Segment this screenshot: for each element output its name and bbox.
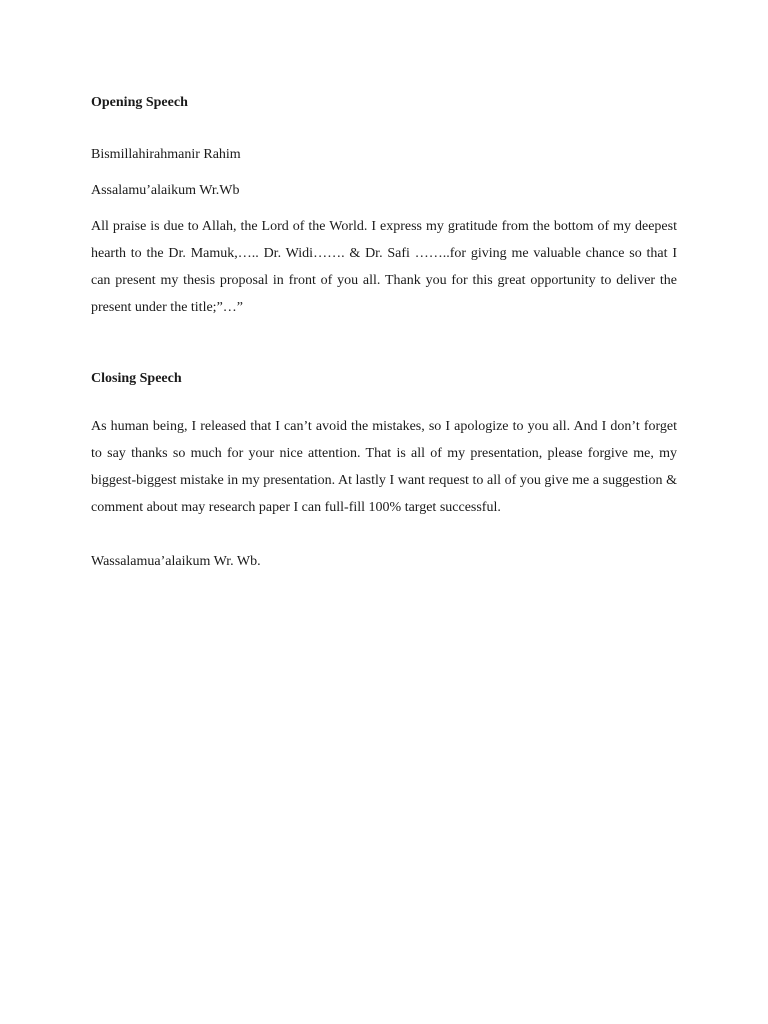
closing-farewell: Wassalamua’alaikum Wr. Wb. [91, 554, 261, 569]
opening-greeting-salam: Assalamu’alaikum Wr.Wb [91, 183, 240, 198]
opening-speech-paragraph: All praise is due to Allah, the Lord of the World. I express my gratitude from the bottom of my deepest hearth to the Dr. Mamuk,….. Dr. Widi……. & Dr. Safi ……..for giving me valuable chance so that I can present my thesis proposal in front of you all. Thank you for this great opportunity to deliver the present under the title;”…” [91, 219, 677, 315]
closing-speech-paragraph: As human being, I released that I can’t avoid the mistakes, so I apologize to you all. And I don’t forget to say thanks so much for your nice attention. That is all of my presentation, please forgive me, my biggest-biggest mistake in my presentation. At lastly I want request to all of you give me a suggestion & comment about may research paper I can full-fill 100% target successful. [91, 419, 677, 515]
opening-speech-heading: Opening Speech [91, 95, 188, 110]
closing-speech-heading: Closing Speech [91, 371, 182, 386]
opening-greeting-bismillah: Bismillahirahmanir Rahim [91, 147, 241, 162]
